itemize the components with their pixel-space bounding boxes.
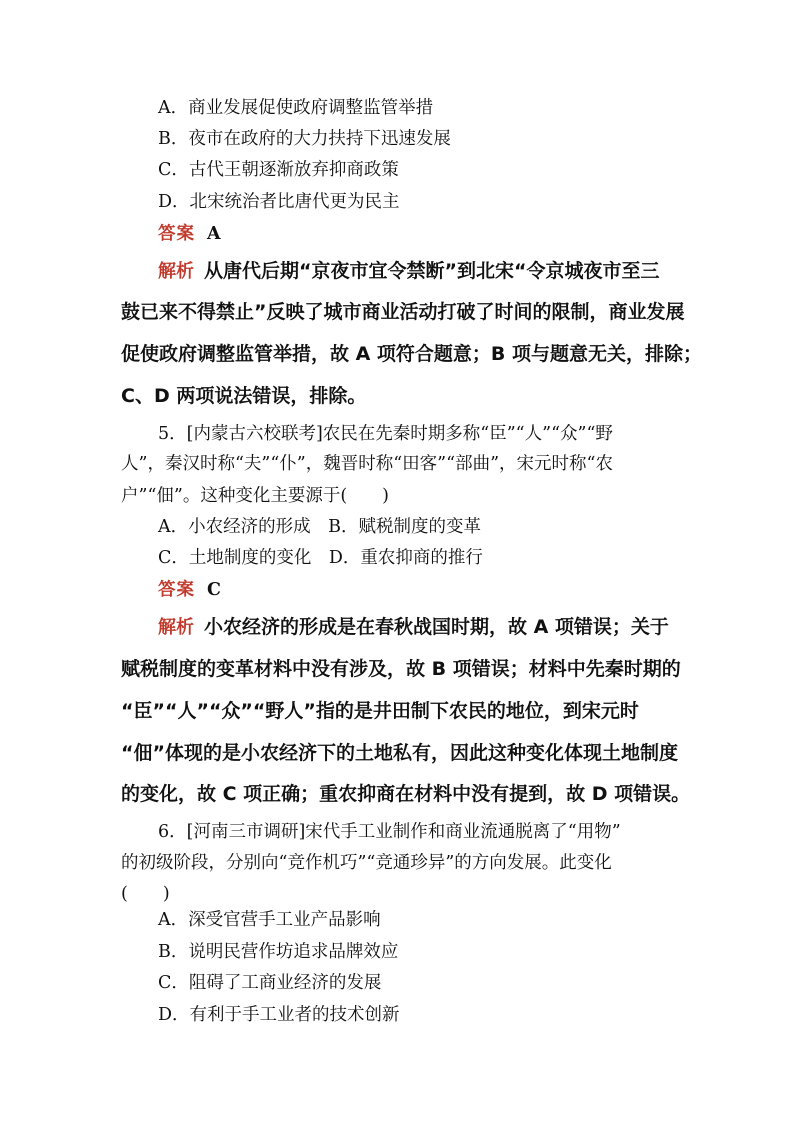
- q4-answer-row: [158, 222, 221, 246]
- q4-explanation-line-4: C、D 两项说法错误，排除。: [121, 385, 367, 407]
- answer-value: A: [207, 224, 221, 244]
- q6-option-c: C．阻碍了工商业经济的发展: [158, 973, 382, 993]
- q6-stem-line-1: 6．[河南三市调研]宋代手工业制作和商业流通脱离了“用物”: [158, 822, 621, 842]
- q5-explanation-line-4: “佃”体现的是小农经济下的土地私有，因此这种变化体现土地制度: [121, 742, 678, 764]
- q5-explanation-line-1: [158, 614, 669, 641]
- q5-explanation-line-3: “臣”“人”“众”“野人”指的是井田制下农民的地位，到宋元时: [121, 700, 639, 722]
- q6-option-d: D．有利于手工业者的技术创新: [158, 1005, 400, 1025]
- q6-stem-line-2: 的初级阶段，分别向“竞作机巧”“竞通珍异”的方向发展。此变化: [121, 853, 612, 873]
- q5-options-line-1: A．小农经济的形成 B．赋税制度的变革: [158, 517, 481, 537]
- q5-answer-row: [158, 578, 221, 602]
- q6-option-b: B．说明民营作坊追求品牌效应: [158, 942, 399, 962]
- q5-stem-line-3: 户”“佃”。这种变化主要源于( ): [121, 486, 389, 506]
- q4-option-b: B．夜市在政府的大力扶持下迅速发展: [158, 129, 451, 149]
- explanation-text: 从唐代后期“京夜市宜令禁断”到北宋“令京城夜市至三: [204, 260, 660, 282]
- q5-explanation-line-2: 赋税制度的变革材料中没有涉及，故 B 项错误；材料中先秦时期的: [121, 658, 681, 680]
- answer-label: 答案: [158, 224, 195, 244]
- q6-option-a: A．深受官营手工业产品影响: [158, 910, 381, 930]
- q4-option-d: D．北宋统治者比唐代更为民主: [158, 192, 400, 212]
- q4-option-c: C．古代王朝逐渐放弃抑商政策: [158, 160, 399, 180]
- q4-explanation-line-3: 促使政府调整监管举措，故 A 项符合题意；B 项与题意无关，排除；: [121, 343, 703, 365]
- q6-stem-line-3: ( ): [121, 884, 170, 904]
- q5-stem-line-1: 5．[内蒙古六校联考]农民在先秦时期多称“臣”“人”“众”“野: [158, 424, 613, 444]
- q5-explanation-line-5: 的变化，故 C 项正确；重农抑商在材料中没有提到，故 D 项错误。: [121, 783, 691, 805]
- q5-options-line-2: C．土地制度的变化 D．重农抑商的推行: [158, 548, 483, 568]
- answer-label: 答案: [158, 580, 195, 600]
- explanation-label: 解析: [158, 261, 194, 282]
- q4-explanation-line-1: [158, 258, 659, 285]
- q4-explanation-line-2: 鼓已来不得禁止”反映了城市商业活动打破了时间的限制，商业发展: [121, 301, 685, 323]
- q4-option-a: A．商业发展促使政府调整监管举措: [158, 98, 434, 118]
- explanation-text: 小农经济的形成是在春秋战国时期，故 A 项错误；关于: [204, 616, 669, 638]
- q5-stem-line-2: 人”，秦汉时称“夫”“仆”，魏晋时称“田客”“部曲”，宋元时称“农: [121, 454, 613, 474]
- explanation-label: 解析: [158, 617, 194, 638]
- answer-value: C: [207, 580, 221, 600]
